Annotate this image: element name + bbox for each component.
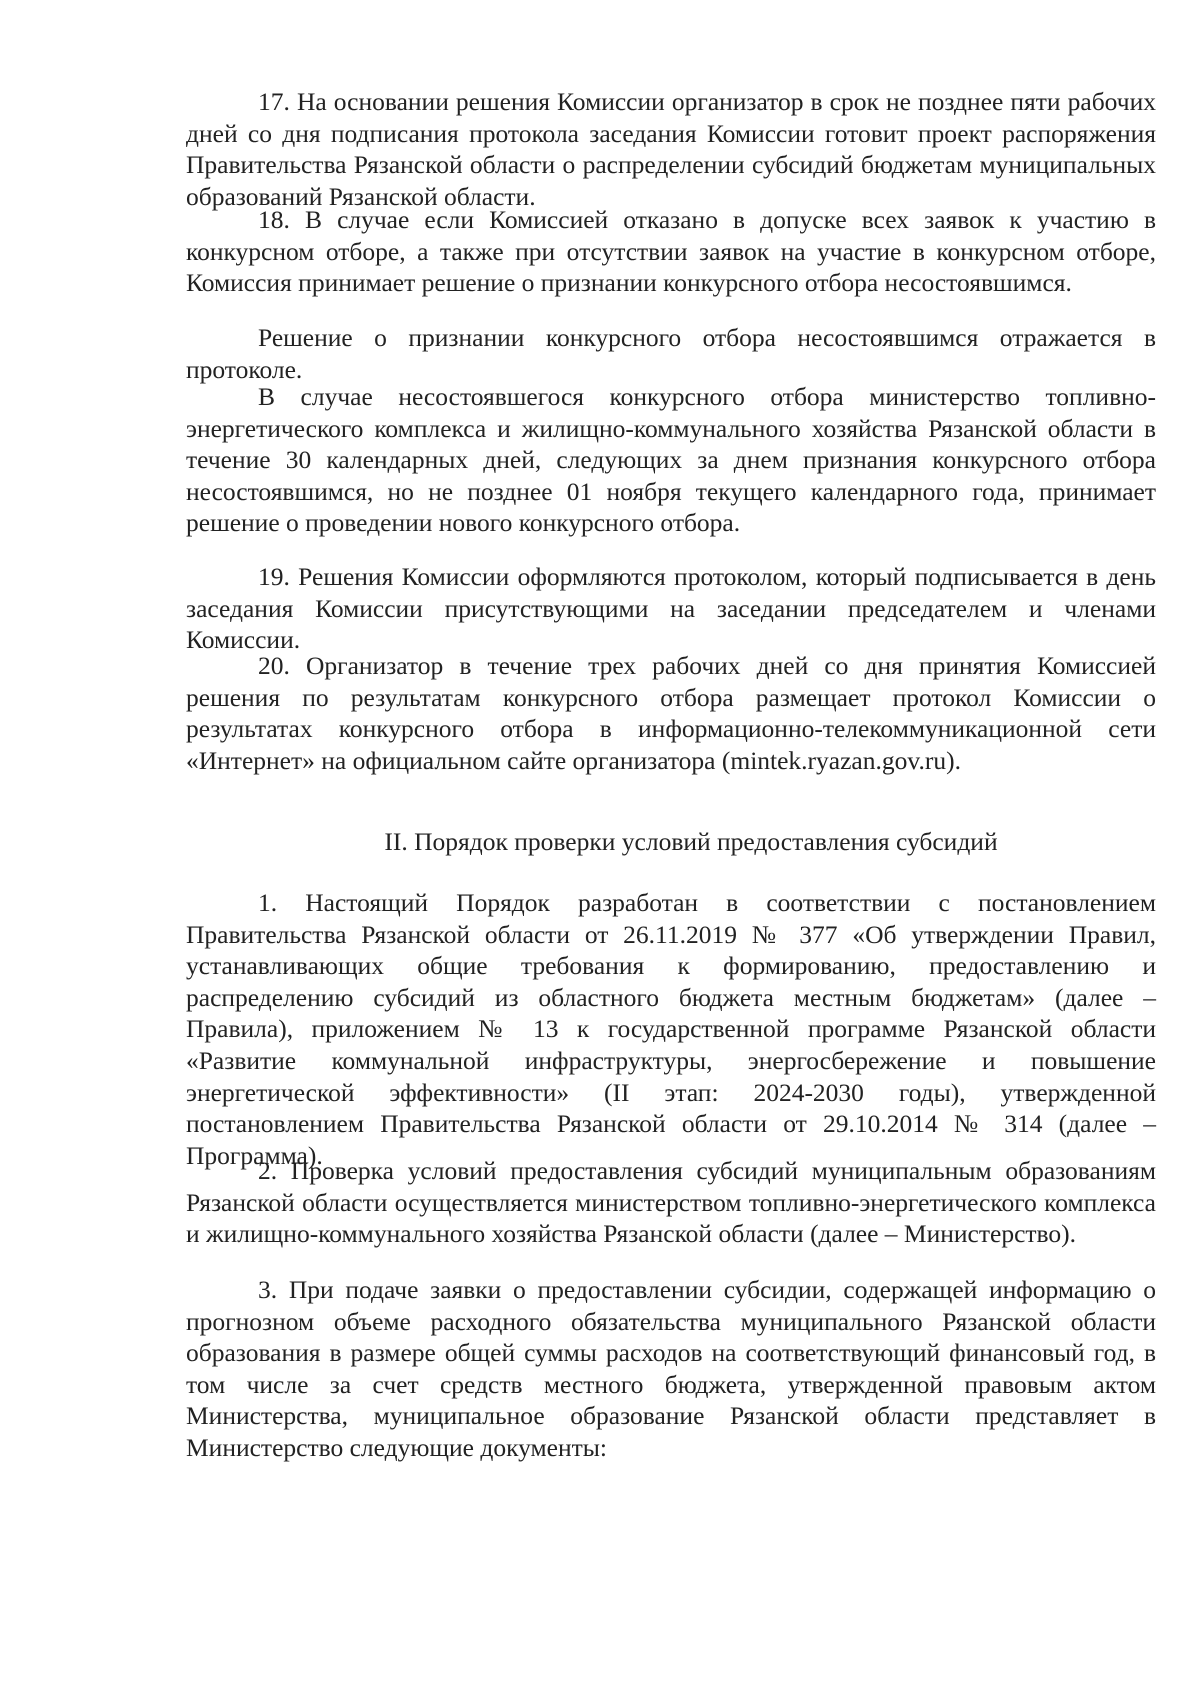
paragraph-20: 20. Организатор в течение трех рабочих дней со дня принятия Комиссией решения по результатам конкурсного отбора размещает протокол Комиссии о результатах конкурсного отбора в информационно-телекоммуникационной сети «Интернет» на официальном сайте организатора (mintek.ryazan.gov.ru). bbox=[186, 651, 1156, 775]
paragraph-18-failed-selection: В случае несостоявшегося конкурсного отбора министерство топливно-энергетического комплекса и жилищно-коммунального хозяйства Рязанской области в течение 30 календарных дней, следующих за днем признания конкурсного отбора несостоявшимся, но не позднее 01 ноября текущего календарного года, принимает решение о проведении нового конкурсного отбора. bbox=[186, 382, 1156, 538]
section2-paragraph-3: 3. При подаче заявки о предоставлении субсидии, содержащей информацию о прогнозном объеме расходного обязательства муниципального Рязанской области образования в размере общей суммы расходов на соответствующий финансовый год, в том числе за счет средств местного бюджета, утвержденной правовым актом Министерства, муниципальное образование Рязанской области представляет в Министерство следующие документы: bbox=[186, 1275, 1156, 1462]
section2-paragraph-1: 1. Настоящий Порядок разработан в соответствии с постановлением Правительства Рязанской области от 26.11.2019 № 377 «Об утверждении Правил, устанавливающих общие требования к формированию, предоставлению и распределению субсидий из областного бюджета местным бюджетам» (далее – Правила), приложением № 13 к государственной программе Рязанской области «Развитие коммунальной инфраструктуры, энергосбережение и повышение энергетической эффективности» (II этап: 2024-2030 годы), утвержденной постановлением Правительства Рязанской области от 29.10.2014 № 314 (далее – Программа). bbox=[186, 888, 1156, 1170]
paragraph-18-decision: Решение о признании конкурсного отбора несостоявшимся отражается в протоколе. bbox=[186, 323, 1156, 384]
paragraph-19: 19. Решения Комиссии оформляются протоколом, который подписывается в день заседания Комиссии присутствующими на заседании председателем и членами Комиссии. bbox=[186, 562, 1156, 655]
section2-paragraph-2: 2. Проверка условий предоставления субсидий муниципальным образованиям Рязанской области осуществляется министерством топливно-энергетического комплекса и жилищно-коммунального хозяйства Рязанской области (далее – Министерство). bbox=[186, 1156, 1156, 1249]
paragraph-17: 17. На основании решения Комиссии организатор в срок не позднее пяти рабочих дней со дня подписания протокола заседания Комиссии готовит проект распоряжения Правительства Рязанской области о распределении субсидий бюджетам муниципальных образований Рязанской области. bbox=[186, 87, 1156, 211]
paragraph-18: 18. В случае если Комиссией отказано в допуске всех заявок к участию в конкурсном отборе, а также при отсутствии заявок на участие в конкурсном отборе, Комиссия принимает решение о признании конкурсного отбора несостоявшимся. bbox=[186, 205, 1156, 298]
section-heading: II. Порядок проверки условий предоставления субсидий bbox=[384, 827, 998, 856]
